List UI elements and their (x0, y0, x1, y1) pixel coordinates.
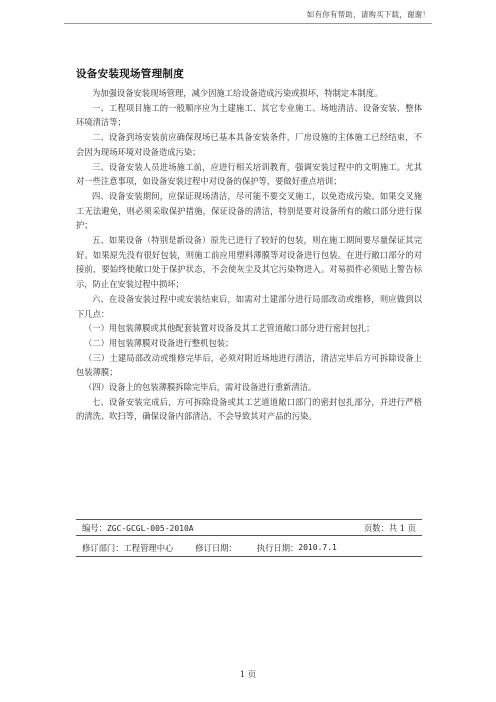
clause-2: 二、设备到场安装前应确保现场已基本具备安装条件，厂房设施的主体施工已经结束，不会因为现场环境对设备造成污染； (76, 132, 422, 157)
clause-6-item-4: （四）设备上的包装薄膜拆除完毕后，需对设备进行重新清洁。 (84, 382, 317, 393)
document-body (76, 86, 422, 424)
clause-6-item-1: （一）用包装薄膜或其他配套装置对设备及其工艺管道敞口部分进行密封包扎； (84, 323, 375, 334)
clause-1: 一、工程项目施工的一般顺序应为土建施工、其它专业施工、场地清洁、设备安装、整体环境清洁等； (76, 102, 422, 128)
document-code (82, 522, 194, 534)
revision-dept-label: 修订部门： (82, 542, 124, 553)
info-row-code (76, 520, 422, 536)
exec-date-label: 执行日期： (256, 542, 299, 553)
code-label: 编号： (82, 522, 107, 533)
info-row-revision (76, 536, 422, 556)
clause-4: 四、设备安装期间，应保证现场清洁，尽可能不要交叉施工，以免造成污染。如果交叉施工无法避免，则必须采取保护措施，保证设备的清洁，特别是要对设备所有的敞口部分进行保护； (76, 190, 422, 231)
header-note: 如有你有帮助，请购买下载，谢谢！ (306, 10, 430, 19)
document-info-table (76, 519, 422, 557)
clause-6: 六、在设备安装过程中或安装结束后，如需对土建部分进行局部改动或维修，则应做到以下几点： (76, 293, 422, 319)
page-number: 1 页 (239, 670, 257, 680)
clause-5: 五、如果设备（特别是新设备）原先已进行了较好的包装，则在施工期间要尽量保证其完好。如果原先没有很好包装，则施工前应用塑料薄膜等对设备进行包装。在进行敞口部分的对接前，要始终使敞口处于保护状态，不会使灰尘及其它污染物进入。对易损件必须贴上警告标示，防止在安装过程中损坏； (76, 235, 422, 290)
revision-date-label: 修订日期： (195, 542, 237, 553)
clause-6-item-2: （二）用包装薄膜对设备进行整机包装； (84, 337, 234, 348)
header-divider (64, 23, 432, 24)
code-value: ZGC-GCGL-005-2010A (106, 523, 194, 533)
clause-6-item-3: （三）土建局部改动或维修完毕后，必须对附近场地进行清洁，清洁完毕后方可拆除设备上包装薄膜； (76, 352, 422, 378)
page-count: 页数：共 1 页 (363, 522, 416, 533)
clause-3: 三、设备安装人员进场施工前，应进行相关培训教育，强调安装过程中的文明施工。尤其对一些注意事项，如设备安装过程中对设备的保护等，要做好重点培训； (76, 161, 422, 187)
document-title: 设备安装现场管理制度 (76, 68, 184, 80)
clause-7: 七、设备安装完成后，方可拆除设备或其工艺道道敞口部门的密封包扎部分，并进行严格的清洗、吹扫等，确保设备内部清洁，不会导致其对产品的污染。 (76, 396, 422, 422)
exec-date-value: 2010.7.1 (298, 543, 337, 552)
revision-dept-value: 工程管理中心 (123, 542, 174, 553)
intro-paragraph: 为加强设备安装现场管理，减少因施工给设备造成污染或损坏，特制定本制度。 (92, 88, 383, 98)
